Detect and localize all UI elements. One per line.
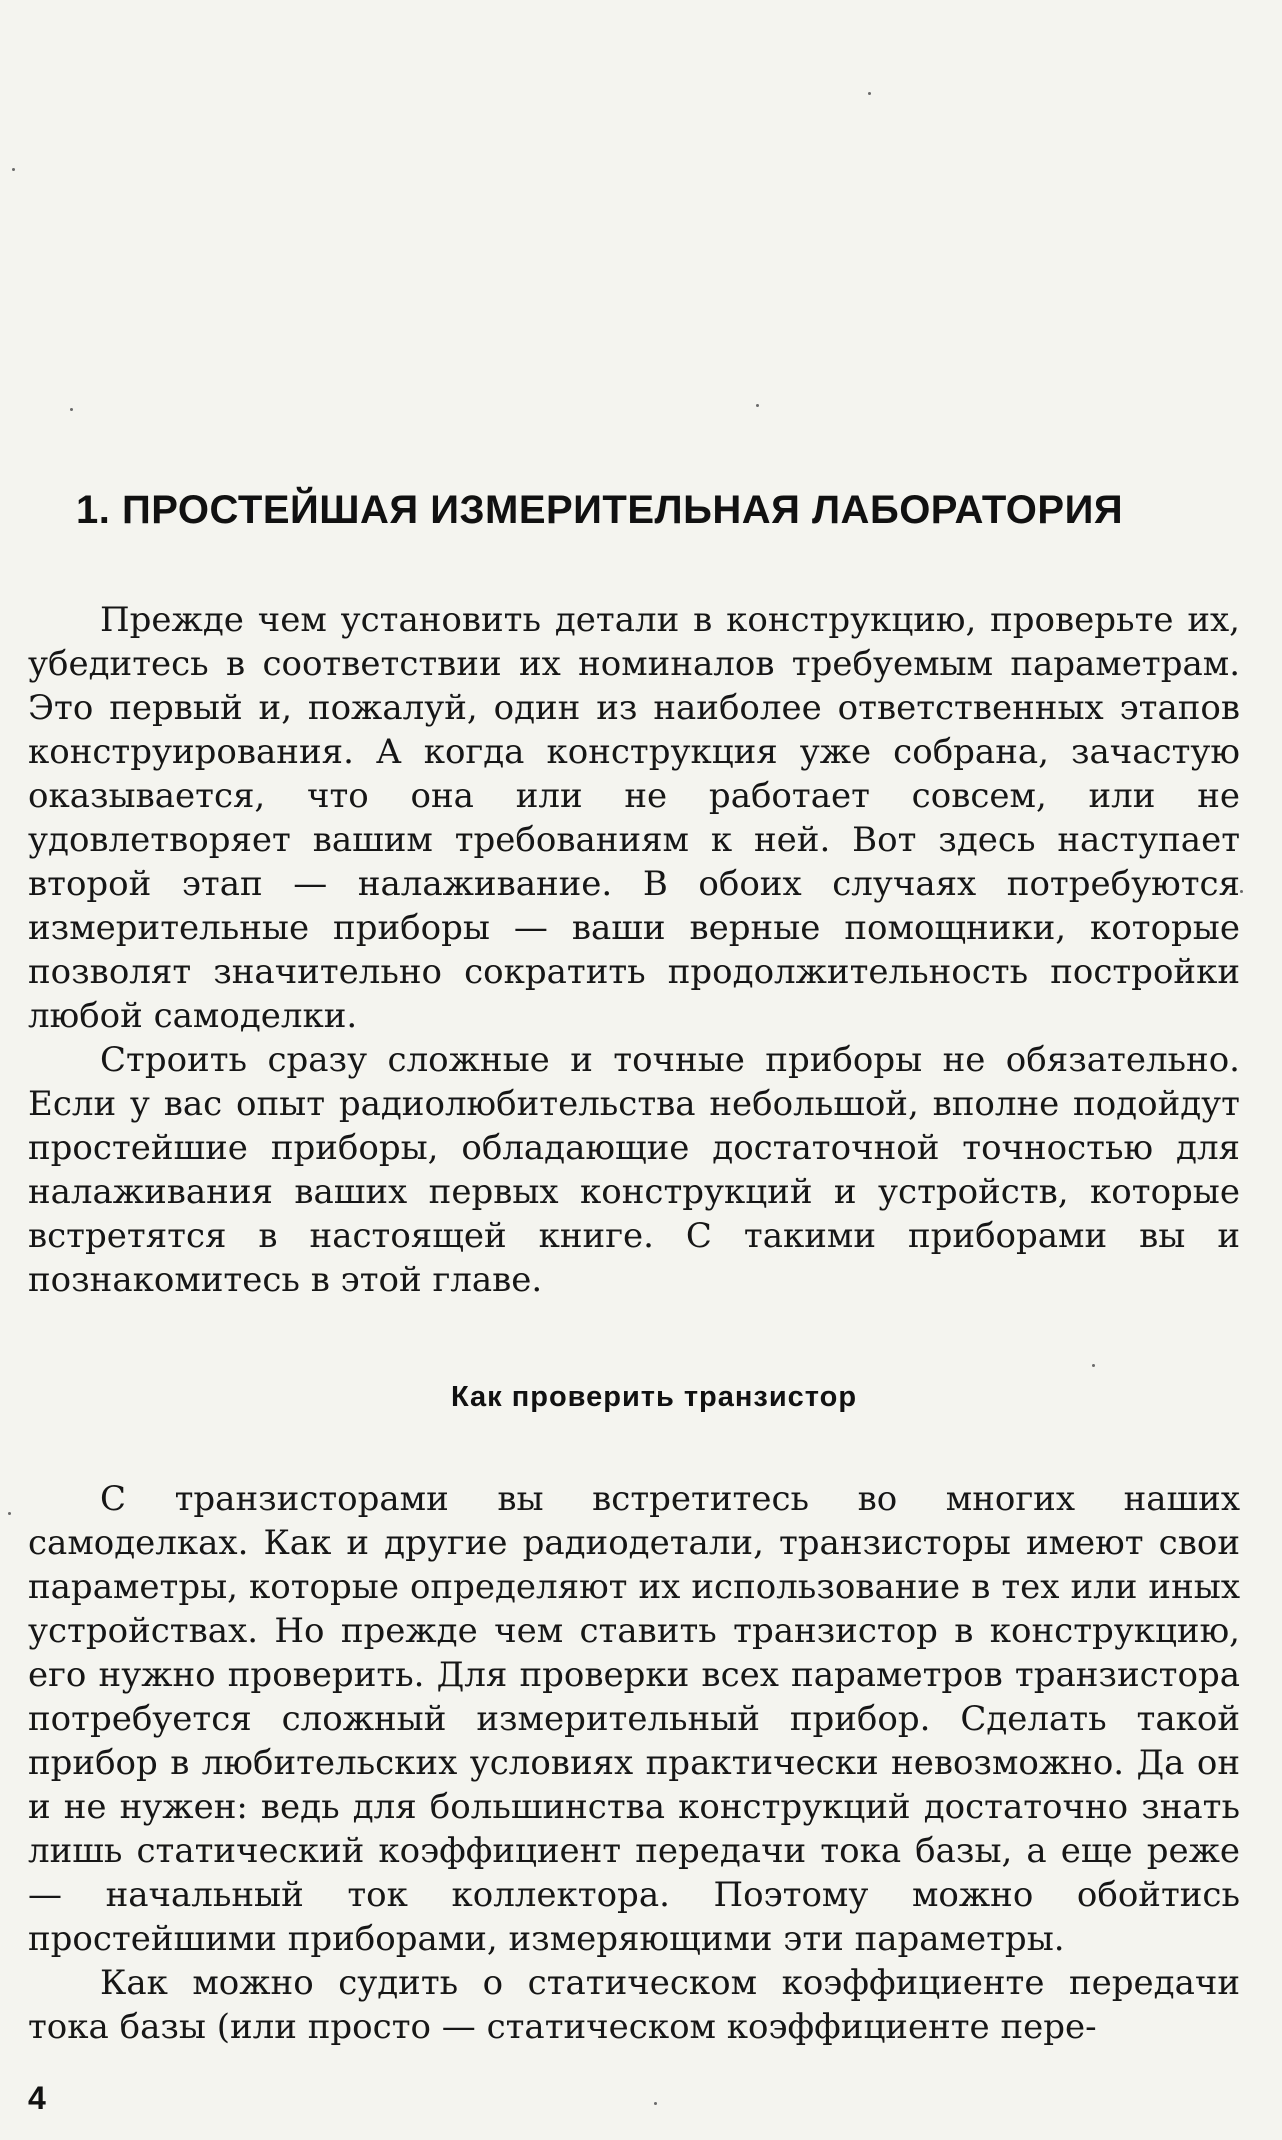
print-speck xyxy=(1240,890,1243,893)
page-number: 4 xyxy=(28,2080,46,2116)
section-text xyxy=(28,1477,1240,2049)
intro-text xyxy=(28,598,1240,1302)
print-speck xyxy=(756,404,759,407)
print-speck xyxy=(8,1512,11,1515)
print-speck xyxy=(654,2102,657,2105)
page-content xyxy=(28,488,1240,2049)
paragraph: Строить сразу сложные и точные приборы не обязательно. Если у вас опыт радиолюбительства небольшой, вполне подойдут простейшие приборы, обладающие достаточной точностью для налаживания ваших первых конструкций и устройств, которые встретятся в настоящей книге. С такими приборами вы и познакомитесь в этой главе. xyxy=(28,1040,1240,1300)
section-heading: Как проверить транзистор xyxy=(450,1381,858,1413)
paragraph: Как можно судить о статическом коэффициенте передачи тока базы (или просто — статическом коэффициенте пере- xyxy=(28,1962,1240,2047)
paragraph: С транзисторами вы встретитесь во многих наших самоделках. Как и другие радиодетали, транзисторы имеют свои параметры, которые определяют их использование в тех или иных устройствах. Но прежде чем ставить транзистор в конструкцию, его нужно проверить. Для проверки всех параметров транзистора потребуется сложный измерительный прибор. Сделать такой прибор в любительских условиях практически невозможно. Да он и не нужен: ведь для большинства конструкций достаточно знать лишь статический коэффициент передачи тока базы, а еще реже — начальный ток коллектора. Поэтому можно обойтись простейшими приборами, измеряющими эти параметры. xyxy=(28,1478,1240,1959)
paragraph: Прежде чем установить детали в конструкцию, проверьте их, убедитесь в соответствии их номиналов требуемым параметрам. Это первый и, пожалуй, один из наиболее ответственных этапов конструирования. А когда конструкция уже собрана, зачастую оказывается, что она или не работает совсем, или не удовлетворяет вашим требованиям к ней. Вот здесь наступает второй этап — налаживание. В обоих случаях потребуются измерительные приборы — ваши верные помощники, которые позволят значительно сократить продолжительность постройки любой самоделки. xyxy=(28,600,1240,1036)
chapter-title: 1. ПРОСТЕЙШАЯ ИЗМЕРИТЕЛЬНАЯ ЛАБОРАТОРИЯ xyxy=(76,488,1124,532)
print-speck xyxy=(12,168,15,171)
print-speck xyxy=(868,92,871,95)
print-speck xyxy=(70,408,73,411)
